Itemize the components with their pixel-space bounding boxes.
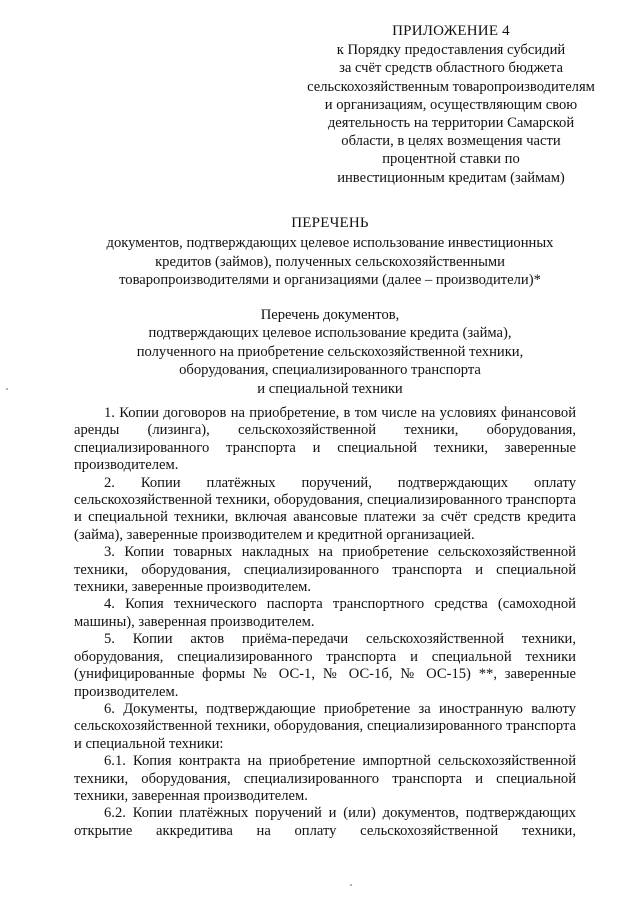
- paragraph-6-2: 6.2. Копии платёжных поручений и (или) документов, подтверждающих открытие аккредитива на оплату сельскохозяйственной техники,: [74, 805, 576, 839]
- paragraph-4: 4. Копия технического паспорта транспортного средства (самоходной машины), заверенная производителем.: [74, 596, 576, 630]
- document-body: [74, 405, 576, 840]
- document-subheading: [60, 306, 600, 398]
- subheading-line: оборудования, специализированного транспорта: [179, 362, 481, 379]
- paragraph-2: 2. Копии платёжных поручений, подтверждающих оплату сельскохозяйственной техники, оборудования, специализированного транспорта и специальной техники, включая авансовые платежи за счёт средств кредита (займа), заверенные производителем и кредитной организацией.: [74, 474, 576, 543]
- paragraph-3: 3. Копии товарных накладных на приобретение сельскохозяйственной техники, оборудования, специализированного транспорта и специальной техники, заверенные производителем.: [74, 544, 576, 596]
- appendix-line: деятельность на территории Самарской: [327, 115, 575, 132]
- appendix-line: области, в целях возмещения части: [341, 133, 561, 150]
- document-heading: [60, 214, 600, 290]
- appendix-line: процентной ставки по: [382, 151, 520, 168]
- appendix-header: [296, 22, 606, 187]
- subheading-line: Перечень документов,: [260, 307, 400, 323]
- heading-line: документов, подтверждающих целевое использование инвестиционных: [106, 235, 554, 252]
- paragraph-6-1: 6.1. Копия контракта на приобретение импортной сельскохозяйственной техники, оборудования, специализированного транспорта и специальной техники, заверенная производителем.: [74, 753, 576, 804]
- appendix-line: сельскохозяйственным товаропроизводителям: [307, 78, 595, 95]
- paragraph-5: 5. Копии актов приёма-передачи сельскохозяйственной техники, оборудования, специализированного транспорта и специальной техники (унифицированные формы № ОС-1, № ОС-1б, № ОС-15) **, заверенные производителем.: [74, 631, 576, 700]
- heading-title: ПЕРЕЧЕНЬ: [291, 215, 369, 231]
- subheading-line: подтверждающих целевое использование кредита (займа),: [148, 325, 512, 342]
- appendix-line: инвестиционным кредитам (займам): [337, 169, 565, 186]
- appendix-title: ПРИЛОЖЕНИЕ 4: [392, 23, 510, 39]
- heading-line: кредитов (займов), полученных сельскохозяйственными: [155, 253, 505, 270]
- appendix-line: за счёт средств областного бюджета: [339, 60, 563, 77]
- scan-speck: [6, 388, 8, 390]
- paragraph-6: 6. Документы, подтверждающие приобретение за иностранную валюту сельскохозяйственной техники, оборудования, специализированного транспорта и специальной техники:: [74, 700, 576, 752]
- appendix-line: и организациям, осуществляющим свою: [324, 96, 578, 113]
- heading-line: товаропроизводителями и организациями (далее – производители)*: [119, 272, 541, 289]
- appendix-line: к Порядку предоставления субсидий: [336, 42, 566, 59]
- paragraph-1: 1. Копии договоров на приобретение, в том числе на условиях финансовой аренды (лизинга), сельскохозяйственной техники, оборудования, специализированного транспорта и специальной техники, заверенные производителем.: [74, 405, 576, 474]
- subheading-line: и специальной техники: [257, 380, 403, 397]
- subheading-line: полученного на приобретение сельскохозяйственной техники,: [136, 343, 524, 360]
- scan-speck: [350, 884, 352, 886]
